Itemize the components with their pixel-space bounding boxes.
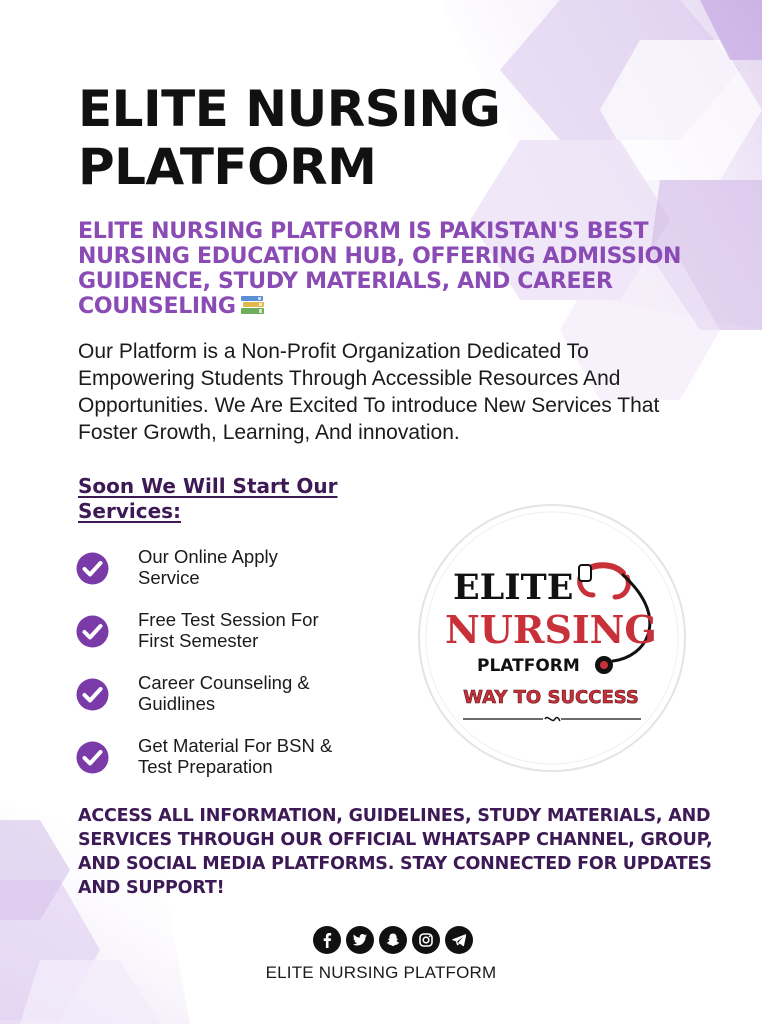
service-line-1: Career Counseling & xyxy=(138,672,310,693)
service-line-2: Service xyxy=(138,567,200,588)
footer-brand: ELITE NURSING PLATFORM xyxy=(265,963,497,982)
telegram-icon[interactable] xyxy=(445,926,473,954)
service-line-2: Test Preparation xyxy=(138,756,273,777)
title-line-1: ELITE NURSING xyxy=(78,80,501,138)
instagram-icon[interactable] xyxy=(412,926,440,954)
logo-line-3: PLATFORM xyxy=(477,656,580,676)
intro-paragraph: Our Platform is a Non-Profit Organization Dedicated To Empowering Students Through Accessible Resources And Opportunities. We Are Excited To introduce New Services That Foster Growth, Learning, And innovation. xyxy=(78,340,660,444)
subtitle xyxy=(78,219,718,322)
list-item xyxy=(76,735,396,798)
logo-tagline: WAY TO SUCCESS xyxy=(463,687,639,708)
social-icons xyxy=(313,926,473,956)
services-list xyxy=(76,546,396,798)
checkmark-icon xyxy=(76,552,109,585)
snapchat-icon[interactable] xyxy=(379,926,407,954)
logo-line-1: ELITE xyxy=(453,567,574,608)
twitter-icon[interactable] xyxy=(346,926,374,954)
logo xyxy=(417,503,687,773)
list-item xyxy=(76,609,396,672)
service-line-1: Free Test Session For xyxy=(138,609,319,630)
checkmark-icon xyxy=(76,741,109,774)
access-paragraph: ACCESS ALL INFORMATION, GUIDELINES, STUDY MATERIALS, AND SERVICES THROUGH OUR OFFICIAL WHATSAPP CHANNEL, GROUP, AND SOCIAL MEDIA PLATFORMS. STAY CONNECTED FOR UPDATES AND SUPPORT! xyxy=(78,806,713,898)
service-line-2: First Semester xyxy=(138,630,259,651)
logo-line-2: NURSING xyxy=(445,607,657,652)
list-item xyxy=(76,546,396,609)
checkmark-icon xyxy=(76,615,109,648)
books-emoji-icon xyxy=(240,294,266,322)
page-title xyxy=(78,80,638,196)
facebook-icon[interactable] xyxy=(313,926,341,954)
services-heading: Soon We Will Start Our Services: xyxy=(78,474,338,523)
list-item xyxy=(76,672,396,735)
subtitle-text: ELITE NURSING PLATFORM IS PAKISTAN'S BEST NURSING EDUCATION HUB, OFFERING ADMISSION GUIDENCE, STUDY MATERIALS, AND CAREER COUNSELING xyxy=(78,219,682,319)
service-line-1: Get Material For BSN & xyxy=(138,735,333,756)
title-line-2: PLATFORM xyxy=(78,138,377,196)
checkmark-icon xyxy=(76,678,109,711)
service-line-1: Our Online Apply xyxy=(138,546,278,567)
service-line-2: Guidlines xyxy=(138,693,216,714)
